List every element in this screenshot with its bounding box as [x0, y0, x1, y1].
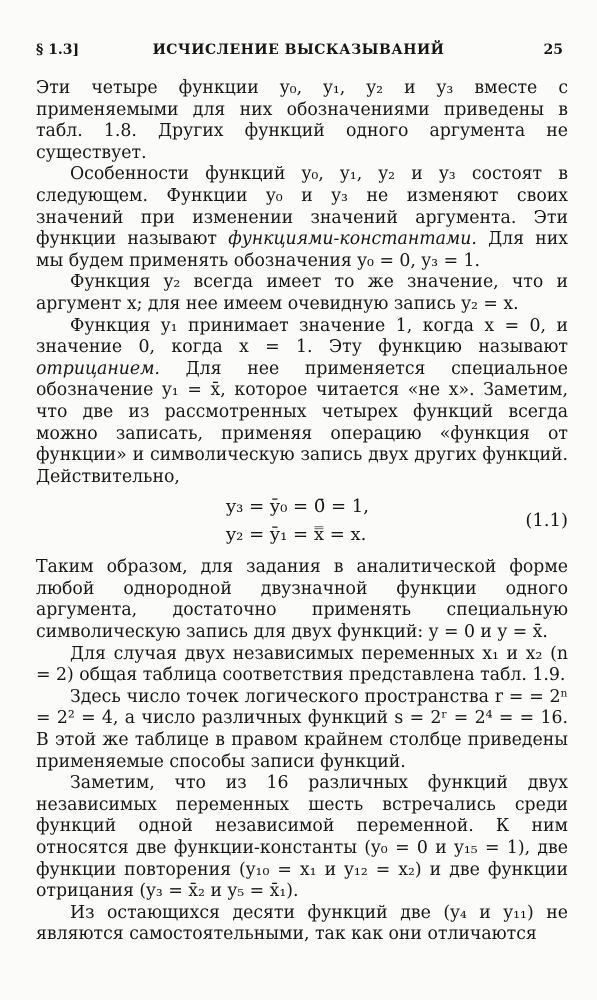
page-body [36, 78, 568, 946]
equation-number: (1.1) [525, 510, 568, 532]
equation-line-1: y₃ = ȳ₀ = 0̄ = 1, [226, 496, 369, 518]
paragraph-7: Здесь число точек логического пространства r = = 2ⁿ = 2² = 4, а число различных функций s = 2ʳ = 2⁴ = = 16. В этой же таблице в правом крайнем столбце приведены применяемые способы записи функций. [36, 686, 568, 772]
term-constant-functions: функциями-константами. [228, 229, 477, 250]
equation-line-2: y₂ = ȳ₁ = x̿ = x. [226, 524, 367, 546]
paragraph-4: Функция y₁ принимает значение 1, когда x = 0, и значение 0, когда x = 1. Эту функцию называют отрицанием. Для нее применяется специальное обозначение y₁ = x̄, которое читается «не x». Заметим, что две из рассмотренных четырех функций всегда можно записать, применяя операцию «функция от функции» и символическую запись двух других функций. Действительно, [36, 315, 568, 487]
paragraph-6: Для случая двух независимых переменных x₁ и x₂ (n = 2) общая таблица соответствия представлена табл. 1.9. [36, 643, 568, 686]
paragraph-3: Функция y₂ всегда имеет то же значение, что и аргумент x; для нее имеем очевидную запись y₂ = x. [36, 272, 568, 314]
equation-1-1 [36, 492, 568, 552]
paragraph-1: Эти четыре функции y₀, y₁, y₂ и y₃ вместе с применяемыми для них обозначениями приведены в табл. 1.8. Других функций одного аргумента не существует. [36, 78, 568, 163]
paragraph-5: Таким образом, для задания в аналитической форме любой однородной двузначной функции одного аргумента, достаточно применять специальную символическую запись для двух функций: y = 0 и y = x̄. [36, 557, 568, 643]
running-title: ИСЧИСЛЕНИЕ ВЫСКАЗЫВАНИЙ [152, 42, 445, 58]
page-number: 25 [543, 42, 563, 58]
term-negation: отрицанием. [36, 358, 160, 379]
paragraph-8: Заметим, что из 16 различных функций двух независимых переменных шесть встречались среди функций одной независимой переменной. К ним относятся две функции-константы (y₀ = 0 и y₁₅ = 1), две функции повторения (y₁₀ = x₁ и y₁₂ = x₂) и две функции отрицания (y₃ = x̄₂ и y₅ = x̄₁). [36, 773, 568, 902]
section-number: § 1.3] [36, 42, 80, 58]
paragraph-9: Из остающихся десяти функций две (y₄ и y₁₁) не являются самостоятельными, так как они отличаются [36, 902, 568, 945]
paragraph-2: Особенности функций y₀, y₁, y₂ и y₃ состоят в следующем. Функции y₀ и y₃ не изменяют своих значений при изменении значений аргумента. Эти функции называют функциями-константами. Для них мы будем применять обозначения y₀ = 0, y₃ = 1. [36, 164, 568, 271]
